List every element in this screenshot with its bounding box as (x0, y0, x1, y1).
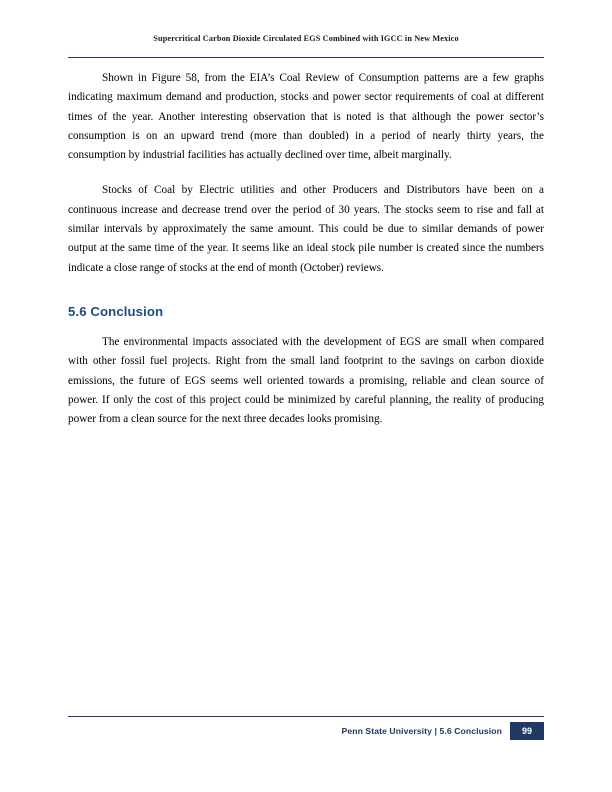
footer-divider (68, 716, 544, 717)
running-title: Supercritical Carbon Dioxide Circulated EGS Combined with IGCC in New Mexico (153, 34, 459, 43)
section-heading: 5.6 Conclusion (68, 303, 164, 319)
header-divider (68, 57, 544, 58)
body-paragraph: Stocks of Coal by Electric utilities and other Producers and Distributors have been on a continuous increase and decrease trend over the period of 30 years. The stocks seem to rise and fall at similar intervals by approximately the same amount. This could be due to similar demands of power output at the same time of the year. It seems like an ideal stock pile number is created since the numbers indicate a close range of stocks at the end of month (October) reviews. (68, 184, 544, 274)
page-footer (68, 722, 544, 740)
page-number: 99 (510, 722, 544, 740)
footer-label: Penn State University | 5.6 Conclusion (341, 726, 502, 736)
body-paragraph: The environmental impacts associated with the development of EGS are small when compared with other fossil fuel projects. Right from the small land footprint to the savings on carbon dioxide emissions, the future of EGS seems well oriented towards a promising, reliable and clean source of power. If only the cost of this project could be minimized by careful planning, the reality of producing power from a clean source for the next three decades looks promising. (68, 335, 544, 426)
page-header (68, 34, 544, 43)
page-content (68, 69, 544, 429)
body-paragraph: Shown in Figure 58, from the EIA’s Coal Review of Consumption patterns are a few graphs indicating maximum demand and production, stocks and power sector requirements of coal at different times of the year. Another interesting observation that is noted is that although the power sector’s consumption is on an upward trend (more than doubled) in a period of nearly thirty years, the consumption by industrial facilities has actually declined over time, albeit marginally. (68, 72, 544, 162)
